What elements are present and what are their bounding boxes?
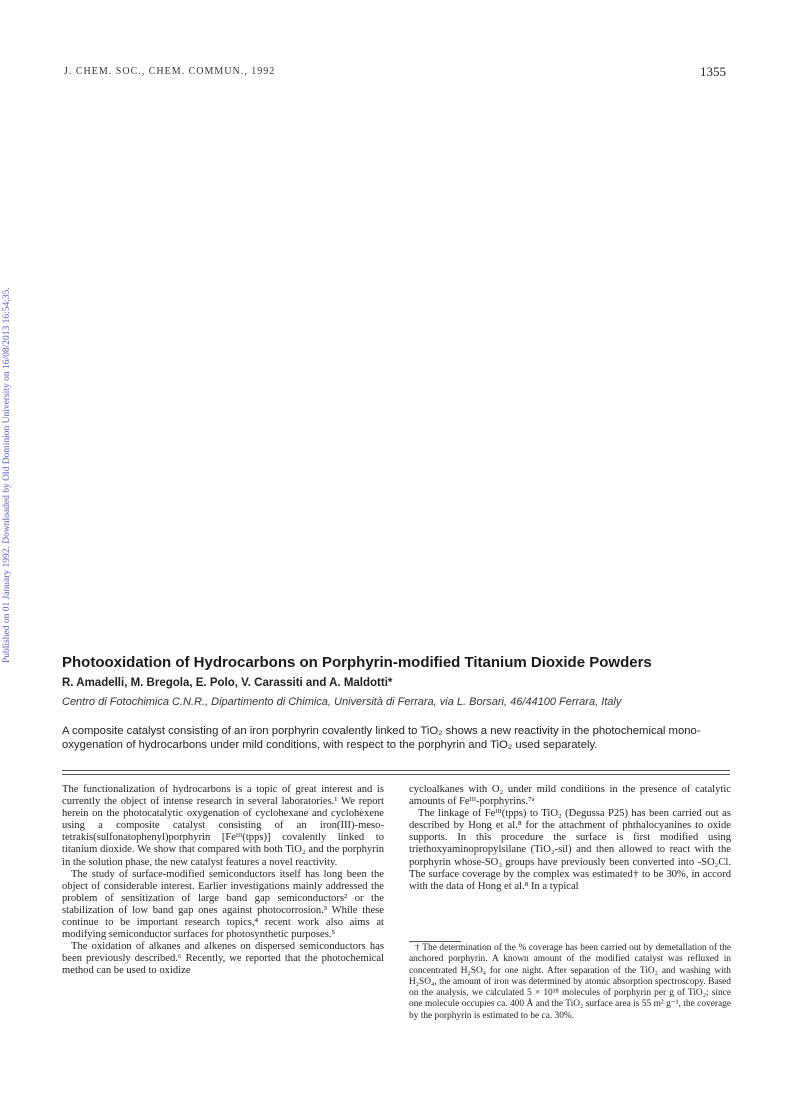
article-abstract: A composite catalyst consisting of an iron porphyrin covalently linked to TiO₂ shows a new reactivity in the photochemical mono-oxygenation of hydrocarbons under mild conditions, with respect to the porphyrin and TiO₂ used separately. (62, 725, 701, 751)
body-paragraph: cycloalkanes with O₂ under mild conditions in the presence of catalytic amounts of Feᴵᴵᴵ-porphyrins.⁷ᵃ (409, 784, 731, 808)
page-number: 1355 (700, 64, 726, 79)
body-paragraph: The functionalization of hydrocarbons is a topic of great interest and is currently the object of intense research in several laboratories.¹ We report herein on the photocatalytic oxygenation of cyclohexane and cyclohexene using a composite catalyst consisting of an iron(III)-meso-tetrakis(sulfonatophenyl)porphyrin [Feᴵᴵᴵ(tpps)] covalently linked to titanium dioxide. We show that compared with both TiO₂ and the porphyrin in the solution phase, the new catalyst features a novel reactivity. (62, 784, 384, 868)
abstract-top-divider (62, 770, 730, 771)
body-left-column (62, 784, 384, 978)
footnote-divider (409, 941, 461, 942)
article-authors: R. Amadelli, M. Bregola, E. Polo, V. Carassiti and A. Maldotti* (62, 677, 393, 689)
footnote-text: † The determination of the % coverage has been carried out by demetallation of the anchored porphyrin. A known amount of the modified catalyst was refluxed in concentrated H₂SO₄ for one night. After separation of the TiO₂ and washing with H₂SO₄, the amount of iron was determined by atomic absorption spectroscopy. Based on the analysis, we calculated 5 × 10¹⁸ molecules of porphyrin per g of TiO₂; since one molecule occupies ca. 400 Å and the TiO₂ surface area is 55 m² g⁻¹, the coverage by the porphyrin is estimated to be ca. 30%. (409, 943, 731, 1021)
body-paragraph: The study of surface-modified semiconductors itself has long been the object of considerable interest. Earlier investigations mainly addressed the problem of sensitization of large band gap semiconductors² or the stabilization of low band gap ones against photocorrosion.³ While these continue to be important research topics,⁴ recent work also aims at modifying semiconductor surfaces for photosynthetic purposes.⁵ (62, 868, 384, 941)
body-paragraph: The linkage of Feᴵᴵᴵ(tpps) to TiO₂ (Degussa P25) has been carried out as described by Hong et al.⁸ for the attachment of phthalocyanines to oxide supports. In this procedure the surface is first modified using triethoxyaminopropylsilane (TiO₂-sil) and then allowed to react with the porphyrin whose-SO₃ groups have previously been converted into -SO₂Cl. The surface coverage by the complex was estimated† to be 30%, in accord with the data of Hong et al.⁸ In a typical (409, 808, 731, 892)
download-watermark (2, 208, 16, 663)
download-watermark-text: Published on 01 January 1992. Downloaded by Old Dominion University on 16/08/2013 16:54:35. (2, 287, 12, 663)
body-paragraph: The oxidation of alkanes and alkenes on dispersed semiconductors has been previously described.⁶ Recently, we reported that the photochemical method can be used to oxidize (62, 941, 384, 977)
footnote (409, 943, 731, 1022)
running-head: J. CHEM. SOC., CHEM. COMMUN., 1992 (64, 66, 276, 77)
body-right-column (409, 784, 731, 893)
abstract-bottom-divider (62, 774, 730, 775)
article-title: Photooxidation of Hydrocarbons on Porphyrin-modified Titanium Dioxide Powders (62, 654, 652, 671)
article-affiliation: Centro di Fotochimica C.N.R., Dipartimento di Chimica, Università di Ferrara, via L. Borsari, 46/44100 Ferrara, Italy (62, 696, 622, 708)
